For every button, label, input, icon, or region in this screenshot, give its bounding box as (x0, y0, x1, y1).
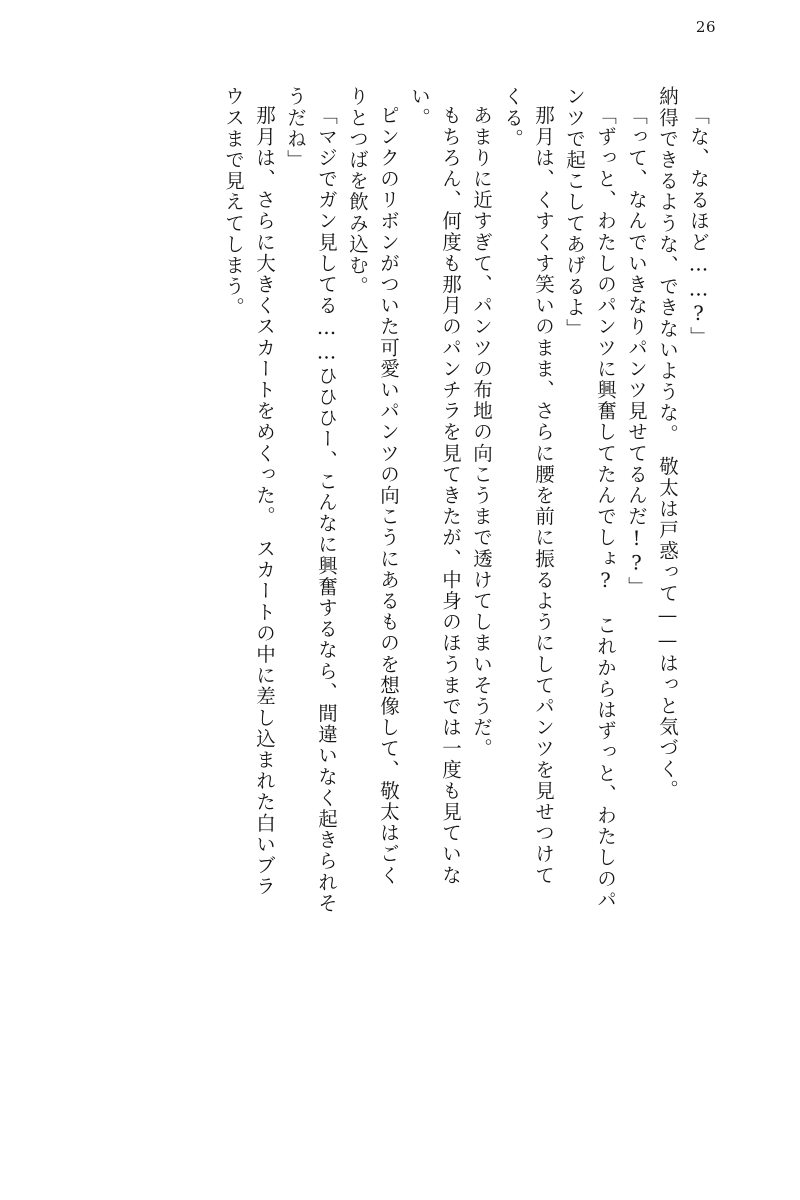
text-column: くる。 (501, 86, 524, 150)
text-column: 納得できるような、できないような。 敬太は戸惑って——はっと気づく。 (656, 86, 679, 801)
text-column: ウスまで見えてしまう。 (222, 86, 245, 319)
vertical-text-body (90, 86, 714, 1136)
text-column: い。 (408, 86, 431, 129)
text-column: ンツで起こしてあげるよ」 (563, 86, 586, 340)
text-column: 那月は、さらに大きくスカートをめくった。 スカートの中に差し込まれた白いブラ (253, 105, 276, 898)
page-number: 26 (695, 18, 716, 36)
text-column: もちろん、何度も那月のパンチラを見てきたが、中身のほうまでは一度も見ていな (439, 105, 462, 886)
text-column: 「マジでガン見してる……ひひひー、こんなに興奮するなら、間違いなく起きられそ (315, 105, 338, 914)
text-column: ピンクのリボンがついた可愛いパンツの向こうにあるものを想像して、敬太はごく (377, 105, 400, 886)
text-column: 「ずっと、わたしのパンツに興奮してたんでしょ? これからはずっと、わたしのパ (594, 105, 617, 911)
text-column: 「な、なるほど……?」 (687, 105, 710, 348)
text-column: 「って、なんでいきなりパンツ見せてるんだ!?」 (625, 105, 648, 598)
text-column: あまりに近すぎて、パンツの布地の向こうまで透けてしまいそうだ。 (470, 105, 493, 760)
text-column: 那月は、くすくす笑いのまま、さらに腰を前に振るようにしてパンツを見せつけて (532, 105, 555, 886)
text-column: うだね」 (284, 86, 307, 171)
text-column: りとつばを飲み込む。 (346, 86, 369, 297)
